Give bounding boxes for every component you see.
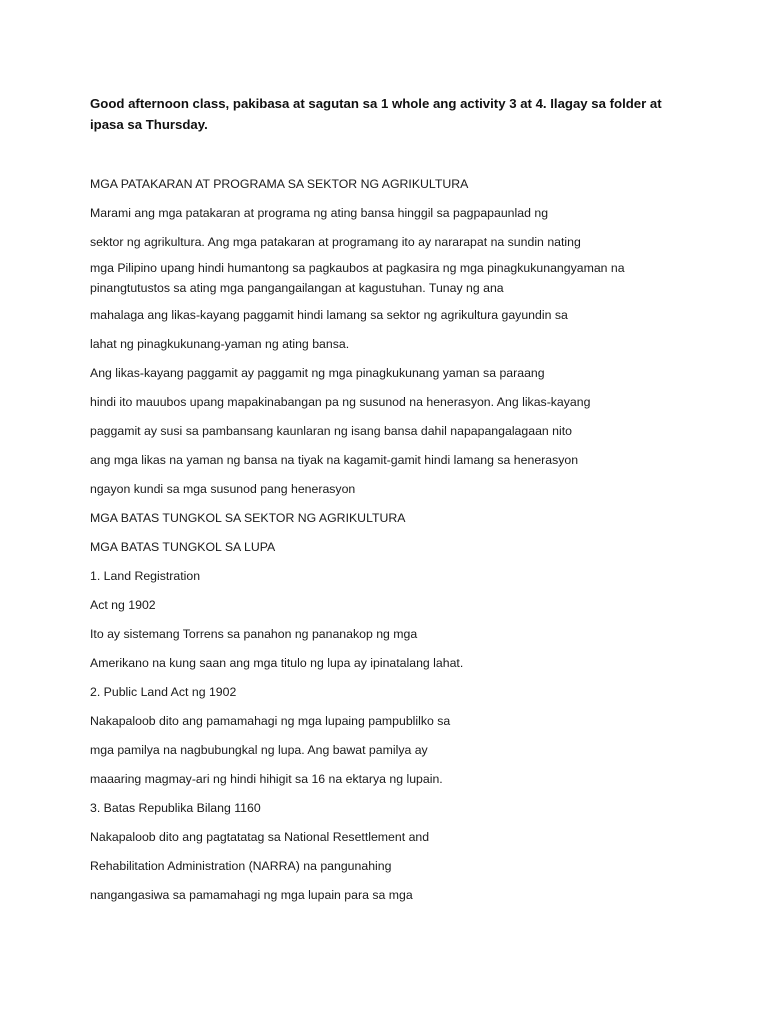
text-line: Rehabilitation Administration (NARRA) na pangunahing	[90, 859, 392, 873]
list-item-title: 2. Public Land Act ng 1902	[90, 685, 237, 699]
text-line: mahalaga ang likas-kayang paggamit hindi lamang sa sektor ng agrikultura gayundin sa	[90, 308, 568, 322]
text-line: lahat ng pinagkukunang-yaman ng ating bansa.	[90, 337, 350, 351]
text-line: Act ng 1902	[90, 598, 156, 612]
text-line: nangangasiwa sa pamamahagi ng mga lupain para sa mga	[90, 888, 413, 902]
text-line: maaaring magmay-ari ng hindi hihigit sa 16 na ektarya ng lupain.	[90, 772, 443, 786]
text-line: hindi ito mauubos upang mapakinabangan pa ng susunod na henerasyon. Ang likas-kayang	[90, 395, 591, 409]
list-item-title: 3. Batas Republika Bilang 1160	[90, 801, 261, 815]
text-line: sektor ng agrikultura. Ang mga patakaran at programang ito ay nararapat na sundin nating	[90, 235, 581, 249]
text-line: Nakapaloob dito ang pagtatatag sa National Resettlement and	[90, 830, 430, 844]
text-line: mga Pilipino upang hindi humantong sa pagkaubos at pagkasira ng mga pinagkukunangyaman na	[90, 261, 625, 275]
text-line: paggamit ay susi sa pambansang kaunlaran ng isang bansa dahil napapangalagaan nito	[90, 424, 572, 438]
text-line: Nakapaloob dito ang pamamahagi ng mga lupaing pampublilko sa	[90, 714, 451, 728]
document-body	[90, 173, 690, 913]
text-line: ang mga likas na yaman ng bansa na tiyak na kagamit-gamit hindi lamang sa henerasyon	[90, 453, 579, 467]
text-line: mga pamilya na nagbubungkal ng lupa. Ang bawat pamilya ay	[90, 743, 428, 757]
text-line: ngayon kundi sa mga susunod pang henerasyon	[90, 482, 356, 496]
section-heading: MGA BATAS TUNGKOL SA SEKTOR NG AGRIKULTURA	[90, 511, 406, 525]
text-line: Ito ay sistemang Torrens sa panahon ng pananakop ng mga	[90, 627, 418, 641]
section-heading: MGA BATAS TUNGKOL SA LUPA	[90, 540, 276, 554]
intro-paragraph: Good afternoon class, pakibasa at sagutan sa 1 whole ang activity 3 at 4. Ilagay sa folder at ipasa sa Thursday.	[90, 96, 662, 132]
list-item-title: 1. Land Registration	[90, 569, 201, 583]
section-heading: MGA PATAKARAN AT PROGRAMA SA SEKTOR NG AGRIKULTURA	[90, 177, 469, 191]
text-line: pinangtutustos sa ating mga pangangailangan at kagustuhan. Tunay ng ana	[90, 281, 504, 295]
text-line: Ang likas-kayang paggamit ay paggamit ng mga pinagkukunang yaman sa paraang	[90, 366, 545, 380]
text-line: Marami ang mga patakaran at programa ng ating bansa hinggil sa pagpapaunlad ng	[90, 206, 549, 220]
text-line: Amerikano na kung saan ang mga titulo ng lupa ay ipinatalang lahat.	[90, 656, 464, 670]
